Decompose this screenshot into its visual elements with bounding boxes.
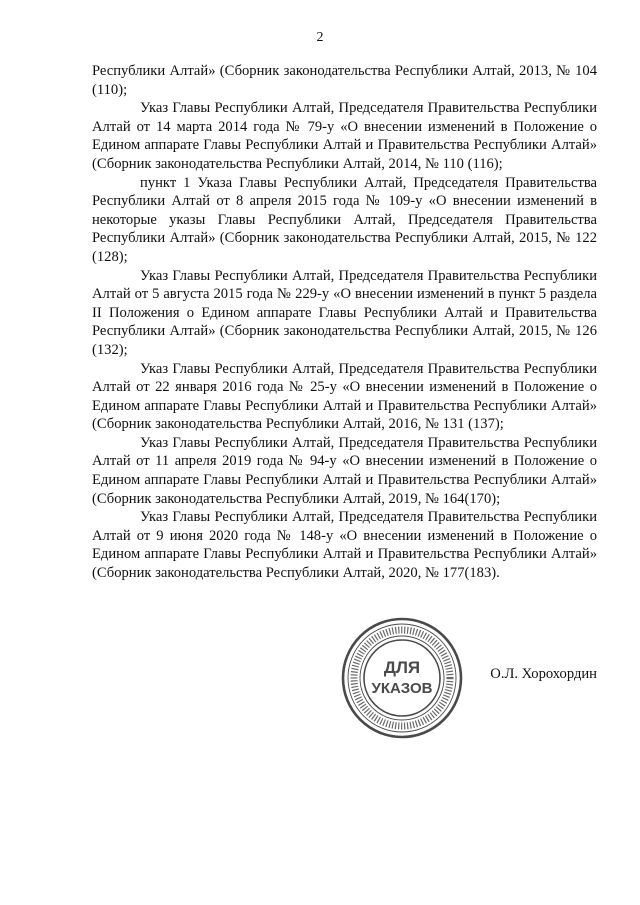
stamp-text-line1: ДЛЯ (383, 658, 421, 677)
page-number: 2 (316, 30, 324, 45)
paragraph-continuation: Республики Алтай» (Сборник законодательства Республики Алтай, 2013, № 104 (110); (92, 63, 597, 98)
official-stamp (340, 616, 464, 740)
signature-name: О.Л. Хорохордин (490, 666, 597, 682)
paragraph-decree-2019: Указ Главы Республики Алтай, Председателя Правительства Республики Алтай от 11 апреля 2019 года № 94-у «О внесении изменений в Положение о Едином аппарате Главы Республики Алтай и Правительства Республики Алтай» (Сборник законодательства Республики Алтай, 2019, № 164(170); (92, 434, 597, 507)
stamp-text-ring (354, 630, 450, 726)
paragraph-decree-2014: Указ Главы Республики Алтай, Председателя Правительства Республики Алтай от 14 марта 2014 года № 79-у «О внесении изменений в Положение о Едином аппарате Главы Республики Алтай и Правительства Республики Алтай» (Сборник законодательства Республики Алтай, 2014, № 110 (116); (92, 100, 597, 172)
stamp-inner-ring-2 (360, 636, 444, 720)
stamp-text-line2: УКАЗОВ (371, 680, 433, 697)
paragraph-decree-2020: Указ Главы Республики Алтай, Председателя Правительства Республики Алтай от 9 июня 2020 года № 148-у «О внесении изменений в Положение о Едином аппарате Главы Республики Алтай и Правительства Республики Алтай» (Сборник законодательства Республики Алтай, 2020, № 177(183). (92, 509, 597, 582)
stamp-outer-ring (343, 619, 461, 737)
paragraph-decree-2016: Указ Главы Республики Алтай, Председателя Правительства Республики Алтай от 22 января 2016 года № 25-у «О внесении изменений в Положение о Едином аппарате Главы Республики Алтай и Правительства Республики Алтай» (Сборник законодательства Республики Алтай, 2016, № 131 (137); (92, 360, 597, 433)
paragraph-decree-2015-april: пункт 1 Указа Главы Республики Алтай, Председателя Правительства Республики Алтай от 8 апреля 2015 года № 109-у «О внесении изменений в некоторые указы Главы Республики Алтай, Председателя Правительства Республики Алтай» (Сборник законодательства Республики Алтай, 2015, № 122 (128); (92, 174, 597, 265)
paragraph-decree-2015-august: Указ Главы Республики Алтай, Председателя Правительства Республики Алтай от 5 августа 2015 года № 229-у «О внесении изменений в пункт 5 раздела II Положения о Едином аппарате Главы Республики Алтай и Правительства Республики Алтай» (Сборник законодательства Республики Алтай, 2015, № 126 (132); (92, 267, 597, 358)
document-body (92, 62, 597, 583)
stamp-inner-ring-3 (364, 640, 440, 716)
